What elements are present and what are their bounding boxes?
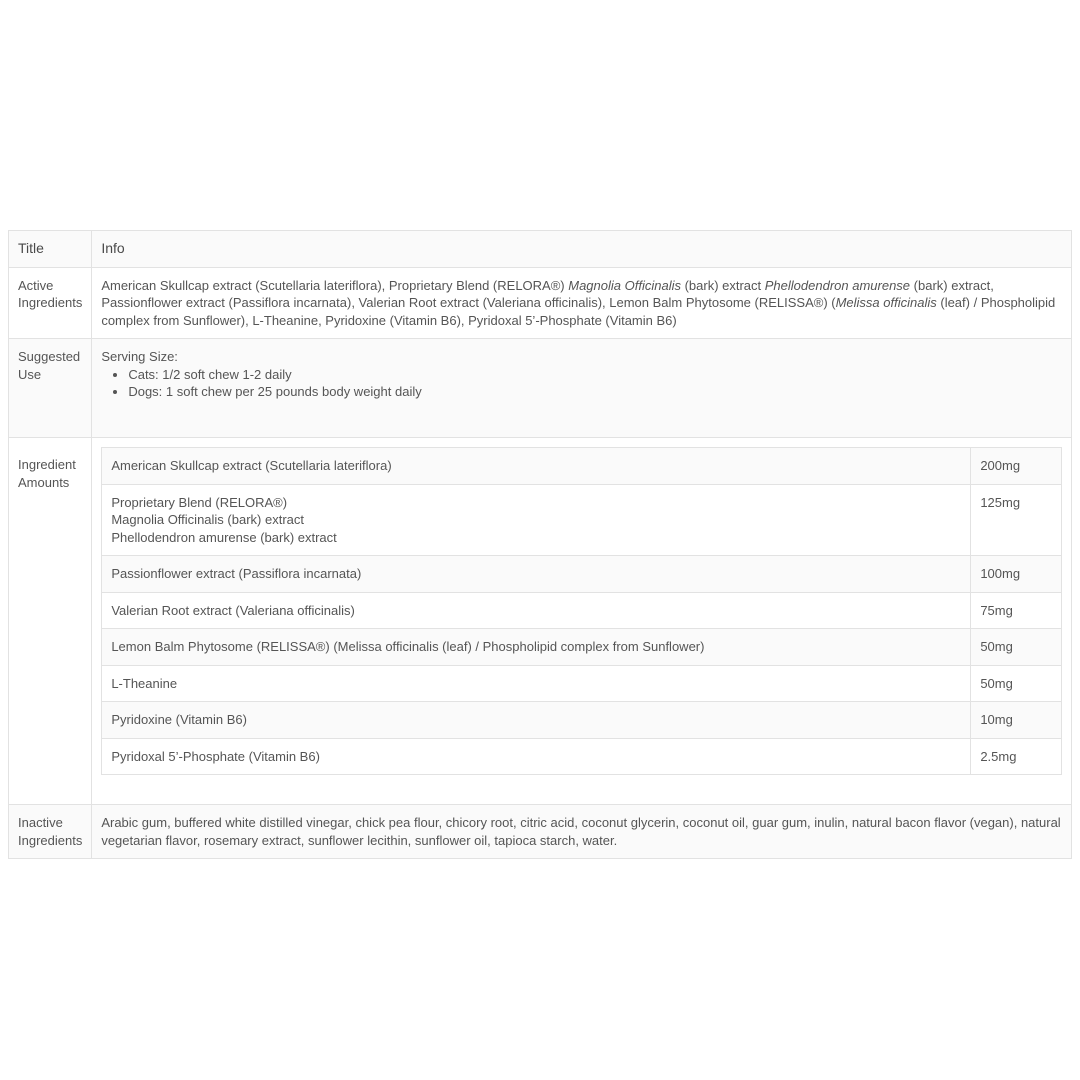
serving-list xyxy=(101,366,1062,401)
product-info-table xyxy=(8,230,1072,859)
serving-size-label: Serving Size: xyxy=(101,349,178,364)
active-ingredients-info xyxy=(92,267,1072,339)
active-em-1: Magnolia Officinalis xyxy=(568,277,681,293)
ingredient-name: Lemon Balm Phytosome (RELISSA®) (Melissa officinalis (leaf) / Phospholipid complex from Sunflower) xyxy=(102,629,971,666)
ingredient-amount: 50mg xyxy=(971,665,1062,702)
ingredient-name: Pyridoxal 5’-Phosphate (Vitamin B6) xyxy=(102,738,971,775)
ingredient-name: Valerian Root extract (Valeriana officinalis) xyxy=(102,592,971,629)
ingredient-amounts-title: Ingredient Amounts xyxy=(9,438,92,805)
ingredient-name: Passionflower extract (Passiflora incarnata) xyxy=(102,556,971,593)
ingredient-amounts-table xyxy=(101,447,1062,775)
active-text-2: (bark) extract xyxy=(680,277,765,293)
active-text-4: (leaf) / Phospholipid complex from Sunflower), L-Theanine, Pyridoxine (Vitamin B6), Pyridoxal 5’-Phosphate (Vitamin B6) xyxy=(101,295,1056,328)
table-row xyxy=(102,556,1062,593)
ingredient-name-line: Phellodendron amurense (bark) extract xyxy=(111,529,337,545)
header-title: Title xyxy=(9,231,92,268)
ingredient-amount: 50mg xyxy=(971,629,1062,666)
table-header-row xyxy=(9,231,1072,268)
active-text-1: American Skullcap extract (Scutellaria lateriflora), Proprietary Blend (RELORA®) xyxy=(101,277,569,293)
header-info: Info xyxy=(92,231,1072,268)
active-ingredients-row xyxy=(9,267,1072,339)
active-text-3: (bark) extract, Passionflower extract (Passiflora incarnata), Valerian Root extract (Valeriana officinalis), Lemon Balm Phytosome (RELISSA®) ( xyxy=(101,277,994,310)
ingredient-amount: 10mg xyxy=(971,702,1062,739)
ingredient-name: American Skullcap extract (Scutellaria lateriflora) xyxy=(102,448,971,485)
ingredient-name xyxy=(102,484,971,556)
suggested-use-info xyxy=(92,339,1072,438)
ingredient-name: L-Theanine xyxy=(102,665,971,702)
suggested-use-title: Suggested Use xyxy=(9,339,92,438)
table-row xyxy=(102,448,1062,485)
ingredient-amount: 2.5mg xyxy=(971,738,1062,775)
ingredient-amounts-info xyxy=(92,438,1072,805)
ingredient-amounts-row xyxy=(9,438,1072,805)
inactive-ingredients-row xyxy=(9,805,1072,859)
table-row xyxy=(102,665,1062,702)
ingredient-name: Pyridoxine (Vitamin B6) xyxy=(102,702,971,739)
ingredient-amount: 200mg xyxy=(971,448,1062,485)
table-row xyxy=(102,702,1062,739)
ingredient-amount: 75mg xyxy=(971,592,1062,629)
active-ingredients-title: Active Ingredients xyxy=(9,267,92,339)
active-em-2: Phellodendron amurense xyxy=(764,277,911,293)
ingredient-name-line: Proprietary Blend (RELORA®) xyxy=(111,494,288,510)
ingredient-amount: 100mg xyxy=(971,556,1062,593)
ingredient-name-line: Magnolia Officinalis (bark) extract xyxy=(111,512,304,527)
table-row xyxy=(102,738,1062,775)
table-row xyxy=(102,592,1062,629)
ingredient-amount: 125mg xyxy=(971,484,1062,556)
inactive-ingredients-info: Arabic gum, buffered white distilled vinegar, chick pea flour, chicory root, citric acid, coconut glycerin, coconut oil, guar gum, inulin, natural bacon flavor (vegan), natural vegetarian flavor, rosemary extract, sunflower lecithin, sunflower oil, tapioca starch, water. xyxy=(92,805,1072,859)
table-row xyxy=(102,629,1062,666)
active-em-3: Melissa officinalis xyxy=(835,295,937,310)
serving-item-cats: • Cats: 1/2 soft chew 1-2 daily xyxy=(128,366,1062,384)
suggested-use-row xyxy=(9,339,1072,438)
table-row xyxy=(102,484,1062,556)
inactive-ingredients-title: Inactive Ingredients xyxy=(9,805,92,859)
serving-item-dogs: • Dogs: 1 soft chew per 25 pounds body weight daily xyxy=(128,383,1062,401)
